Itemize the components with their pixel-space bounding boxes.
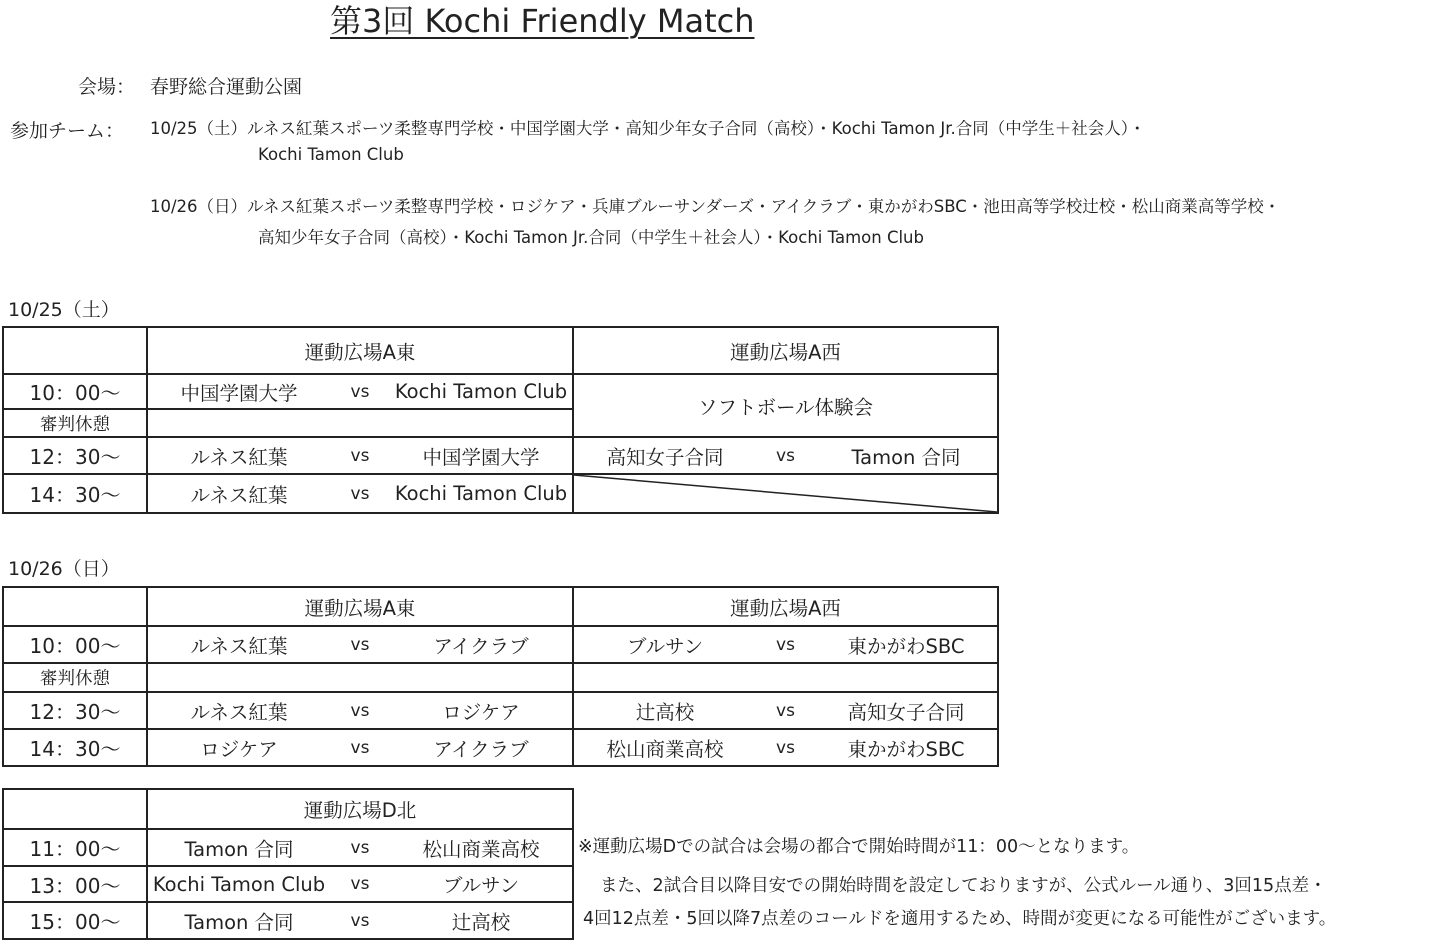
match-cell: [574, 693, 997, 730]
team-home: 松山商業高校: [606, 737, 724, 761]
team-home: ロジケア: [200, 737, 278, 761]
team-away: Tamon 合同: [851, 445, 961, 469]
team-home: ルネス紅葉: [190, 700, 288, 724]
team-home: ルネス紅葉: [190, 483, 288, 507]
time-cell: 14：30〜: [4, 730, 148, 765]
day2-schedule-table: [2, 586, 999, 767]
header-east: 運動広場A東: [148, 328, 574, 375]
venue-label: 会場：: [78, 76, 136, 98]
team-away: ロジケア: [442, 700, 520, 724]
vs-label: vs: [350, 381, 370, 402]
match-cell: [148, 438, 574, 475]
vs-label: vs: [350, 837, 370, 858]
teams-day2-line1: 10/26（日）ルネス紅葉スポーツ柔整専門学校・ロジケア・兵庫ブルーサンダーズ・アイクラブ・東かがわSBC・池田高等学校辻校・松山商業高等学校・: [150, 197, 1281, 216]
match-cell: [148, 475, 574, 512]
day2-field-d-table: [2, 788, 574, 940]
team-away: 中国学園大学: [422, 445, 540, 469]
header-east: 運動広場A東: [148, 588, 574, 627]
team-home: ルネス紅葉: [190, 634, 288, 658]
team-away: Kochi Tamon Club: [394, 380, 568, 403]
corner-cell: [4, 328, 148, 375]
corner-cell: [4, 588, 148, 627]
vs-label: vs: [350, 737, 370, 758]
teams-label: 参加チーム：: [10, 120, 125, 142]
time-cell: 13：00〜: [4, 867, 148, 903]
team-home: ルネス紅葉: [190, 445, 288, 469]
header-west: 運動広場A西: [574, 588, 997, 627]
empty-cell: [148, 664, 574, 693]
time-cell: 10：00〜: [4, 627, 148, 664]
time-cell: 15：00〜: [4, 903, 148, 938]
vs-label: vs: [776, 445, 795, 466]
match-cell: [574, 627, 997, 664]
vs-label: vs: [350, 483, 370, 504]
empty-cell: [574, 664, 997, 693]
team-away: 松山商業高校: [422, 837, 540, 861]
match-cell: [148, 830, 572, 867]
corner-cell: [4, 790, 148, 830]
match-cell: [148, 693, 574, 730]
team-away: 東かがわSBC: [847, 737, 965, 761]
team-away: 高知女子合同: [847, 700, 965, 724]
time-cell: 10：00〜: [4, 375, 148, 410]
time-cell: 12：30〜: [4, 438, 148, 475]
team-away: 辻高校: [451, 910, 511, 934]
match-cell: [574, 730, 997, 765]
note-line-1: ※運動広場Dでの試合は会場の都合で開始時間が11：00〜となります。: [578, 837, 1140, 857]
vs-label: vs: [776, 737, 795, 758]
vs-label: vs: [350, 445, 370, 466]
softball-event-cell: ソフトボール体験会: [574, 375, 997, 438]
team-away: アイクラブ: [433, 634, 529, 658]
page-title: 第3回 Kochi Friendly Match: [330, 2, 755, 40]
team-home: Kochi Tamon Club: [152, 872, 326, 896]
referee-break-cell: 審判休憩: [4, 410, 148, 438]
vs-label: vs: [350, 634, 370, 655]
empty-slot-crossed: [574, 475, 997, 512]
time-cell: 11：00〜: [4, 830, 148, 867]
team-away: ブルサン: [442, 874, 520, 897]
team-home: 辻高校: [635, 700, 695, 724]
team-away: 東かがわSBC: [847, 634, 965, 658]
match-cell: [148, 730, 574, 765]
teams-day2-line2: 高知少年女子合同（高校）・Kochi Tamon Jr.合同（中学生＋社会人）・Kochi Tamon Club: [258, 228, 924, 247]
note-line-3: 4回12点差・5回以降7点差のコールドを適用するため、時間が変更になる可能性がございます。: [583, 909, 1337, 929]
time-cell: 12：30〜: [4, 693, 148, 730]
empty-cell: [148, 410, 574, 438]
team-home: Tamon 合同: [184, 837, 294, 861]
team-home: ブルサン: [626, 634, 704, 658]
header-west: 運動広場A西: [574, 328, 997, 375]
vs-label: vs: [776, 700, 795, 721]
referee-break-cell: 審判休憩: [4, 664, 148, 693]
match-cell: [148, 375, 574, 410]
vs-label: vs: [776, 634, 795, 655]
vs-label: vs: [350, 910, 370, 931]
team-home: 中国学園大学: [180, 381, 298, 405]
team-home: 高知女子合同: [606, 445, 724, 469]
team-home: Tamon 合同: [184, 910, 294, 934]
teams-day1-line2: Kochi Tamon Club: [258, 145, 404, 164]
diagonal-line: [574, 475, 997, 512]
note-line-2: また、2試合目以降目安での開始時間を設定しておりますが、公式ルール通り、3回15点差・: [600, 876, 1327, 896]
time-cell: 14：30〜: [4, 475, 148, 512]
teams-day1-line1: 10/25（土）ルネス紅葉スポーツ柔整専門学校・中国学園大学・高知少年女子合同（高校）・Kochi Tamon Jr.合同（中学生＋社会人）・: [150, 119, 1146, 138]
match-cell: [574, 438, 997, 475]
venue-value: 春野総合運動公園: [150, 76, 303, 98]
team-away: Kochi Tamon Club: [394, 482, 568, 505]
day1-schedule-table: [2, 326, 999, 514]
vs-label: vs: [350, 700, 370, 721]
match-cell: [148, 903, 572, 938]
header-field-d: 運動広場D北: [148, 790, 572, 830]
match-cell: [148, 867, 572, 903]
team-away: アイクラブ: [433, 737, 529, 761]
day1-label: 10/25（土）: [8, 299, 120, 321]
match-cell: [148, 627, 574, 664]
vs-label: vs: [350, 874, 370, 894]
day2-label: 10/26（日）: [8, 558, 120, 580]
